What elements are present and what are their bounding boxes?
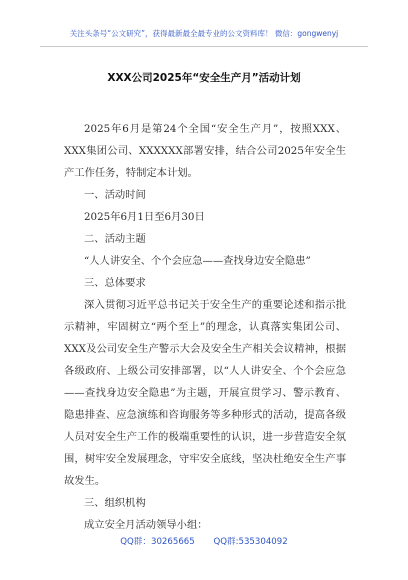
- section-heading-requirements: 三、总体要求: [84, 277, 146, 289]
- footer-contacts: [0, 535, 408, 547]
- activity-theme: “人人讲安全、个个会应急——查找身边安全隐患”: [84, 255, 311, 267]
- organization-paragraph: 成立安全月活动领导小组：: [84, 519, 208, 531]
- header-notice: 关注头条号“公文研究”，获得最新最全最专业的公文资料库！ 微信：gongwenyj: [69, 29, 339, 38]
- activity-time: 2025年6月1日至6月30日: [84, 211, 205, 223]
- section-heading-time: 一、活动时间: [84, 189, 146, 201]
- document-title: XXX公司2025年“安全生产月”活动计划: [107, 72, 301, 84]
- section-heading-theme: 二、活动主题: [84, 233, 146, 245]
- header-divider: [40, 46, 368, 47]
- document-body: [64, 118, 346, 536]
- section-heading-organization: 三、组织机构: [84, 497, 146, 509]
- qq-group-right: QQ群:535304092: [213, 537, 288, 547]
- intro-paragraph: 2025年6月是第24个全国“安全生产月”，按照XXX、XXX集团公司、XXXXXX部署安排，结合公司2025年安全生产工作任务，特制定本计划。: [64, 123, 346, 179]
- requirements-paragraph: 深入贯彻习近平总书记关于安全生产的重要论述和指示批示精神，牢固树立“两个至上”的理念，认真落实集团公司、XXX及公司安全生产警示大会及安全生产相关会议精神，根据各级政府、上级公司安排部署，以“人人讲安全、个个会应急——查找身边安全隐患”为主题，开展宣贯学习、警示教育、隐患排查、应急演练和咨询服务等多种形式的活动，提高各级人员对安全生产工作的极端重要性的认识，进一步营造安全氛围，树牢安全发展理念，守牢安全底线，坚决杜绝安全生产事故发生。: [64, 299, 346, 487]
- qq-group-left: QQ群：30265665: [120, 537, 195, 547]
